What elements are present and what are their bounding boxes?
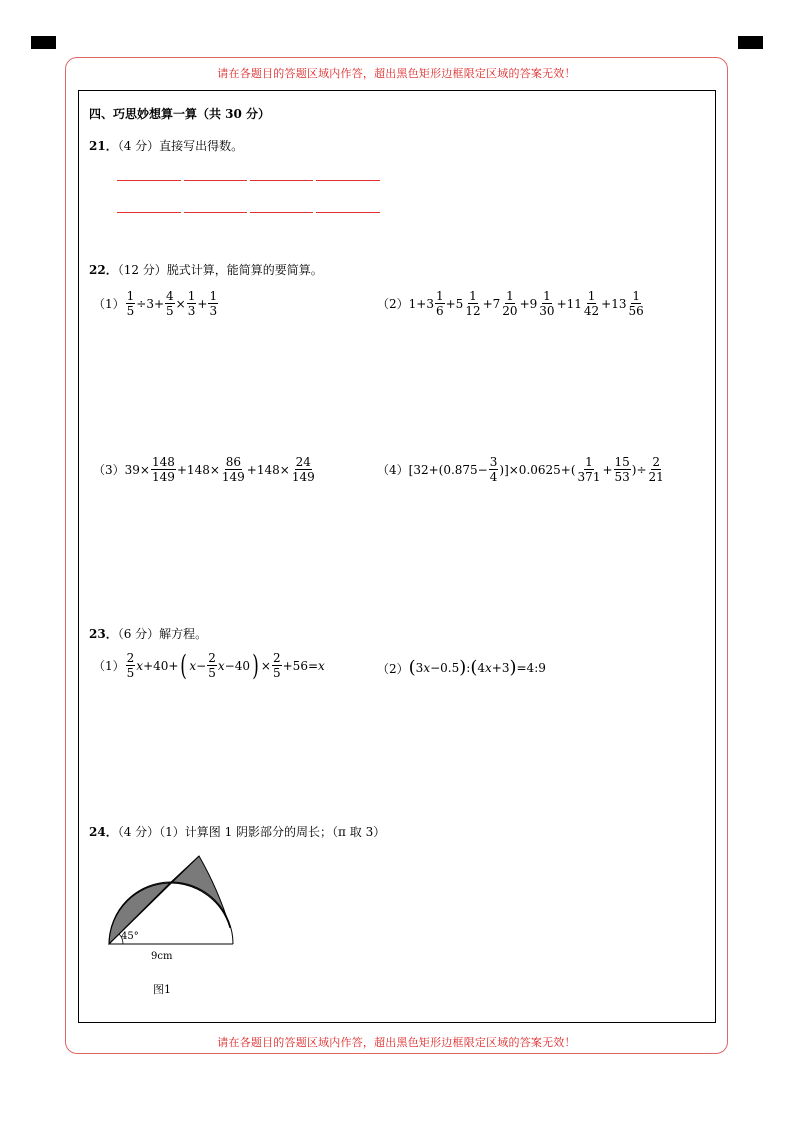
- question-23: [89, 625, 207, 642]
- question-text: （4 分）直接写出得数。: [117, 139, 244, 153]
- warning-bottom: 请在各题目的答题区域内作答，超出黑色矩形边框限定区域的答案无效！: [217, 1036, 576, 1049]
- question-text: （4 分）（1）计算图 1 阴影部分的周长；（π 取 3）: [117, 825, 386, 839]
- question-text: （6 分）解方程。: [117, 627, 208, 641]
- answer-box: [78, 90, 716, 1023]
- expression-22-4: （4） [32+(0.875− $\frac{3}{4}$ )]×0.0625+( $\frac{1}{371}$ + $\frac{15}{53}$ )÷ $\frac{2}{21}$: [377, 455, 664, 484]
- equation-23-2: （2） ( 3 x −0.5 ) : ( 4 x +3 ) =4:9: [377, 657, 546, 678]
- answer-blank[interactable]: [316, 180, 380, 181]
- part-label: （1）: [93, 659, 125, 673]
- question-number: 23．: [89, 627, 118, 641]
- question-number: 24．: [89, 825, 118, 839]
- warning-top: 请在各题目的答题区域内作答，超出黑色矩形边框限定区域的答案无效！: [217, 67, 576, 80]
- figure-1: [89, 851, 249, 1001]
- question-number: 21．: [89, 139, 118, 153]
- expression-22-3: （3） 39× $\frac{148}{149}$ +148× $\frac{86}{149}$ +148× $\frac{24}{149}$: [93, 455, 315, 484]
- part-label: （2）: [377, 297, 409, 311]
- corner-mark-left: [31, 36, 56, 49]
- expression-22-1: （1） $\frac{1}{5}$ ÷3+ $\frac{4}{5}$ × $\frac{1}{3}$ + $\frac{1}{3}$: [93, 289, 218, 318]
- section-title: 四、巧思妙想算一算（共 30 分）: [89, 107, 271, 121]
- corner-mark-right: [738, 36, 763, 49]
- part-label: （3）: [93, 463, 125, 477]
- question-21: [89, 137, 243, 154]
- answer-blank[interactable]: [250, 212, 313, 213]
- answer-blank[interactable]: [117, 180, 181, 181]
- answer-blank[interactable]: [250, 180, 313, 181]
- answer-blank[interactable]: [117, 212, 181, 213]
- angle-label: 45°: [121, 931, 139, 942]
- answer-blank[interactable]: [316, 212, 380, 213]
- equation-23-1: （1） $\frac{2}{5}$ x +40+ ( x − $\frac{2}{5}$ x −40 ) × $\frac{2}{5}$ +56= x: [93, 648, 325, 682]
- answer-blank[interactable]: [184, 180, 247, 181]
- question-number: 22．: [89, 263, 118, 277]
- answer-blank[interactable]: [184, 212, 247, 213]
- shaded-region-right: [170, 856, 230, 928]
- question-24: [89, 823, 385, 840]
- part-label: （2）: [377, 661, 409, 676]
- question-text: （12 分）脱式计算，能简算的要简算。: [117, 263, 323, 277]
- part-label: （4）: [377, 463, 409, 477]
- part-label: （1）: [93, 297, 125, 311]
- figure-caption: 图1: [153, 983, 171, 996]
- base-label: 9cm: [151, 951, 173, 962]
- question-22: [89, 261, 323, 278]
- expression-22-2: （2） 1+3 $\frac{1}{6}$ +5 $\frac{1}{12}$ +7 $\frac{1}{20}$ +9 $\frac{1}{30}$ +11 $\frac{1}{42}$ +13 $\frac{1}{56}$: [377, 289, 644, 318]
